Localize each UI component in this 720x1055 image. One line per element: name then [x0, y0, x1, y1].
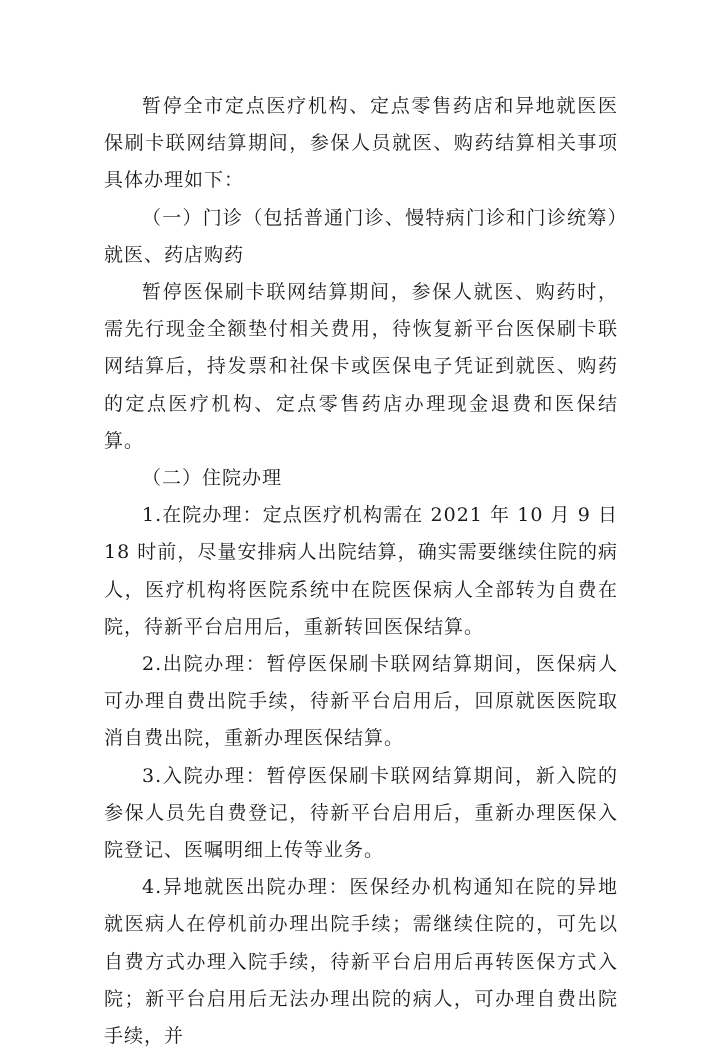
inpatient-item-4: 4.异地就医出院办理：医保经办机构通知在院的异地就医病人在停机前办理出院手续；需继续住院的，可先以自费方式办理入院手续，待新平台启用后再转医保方式入院；新平台启用后无法办理出院的病人，可办理自费出院手续，并	[104, 876, 618, 1048]
inpatient-item-2: 2.出院办理：暂停医保刷卡联网结算期间，医保病人可办理自费出院手续，待新平台启用后，回原就医医院取消自费出院，重新办理医保结算。	[104, 653, 618, 750]
document-body	[104, 88, 618, 1055]
inpatient-item-1: 1.在院办理：定点医疗机构需在 2021 年 10 月 9 日 18 时前，尽量安排病人出院结算，确实需要继续住院的病人，医疗机构将医院系统中在院医保病人全部转为自费在院，待新平台启用后，重新转回医保结算。	[104, 504, 618, 638]
section-heading-outpatient: （一）门诊（包括普通门诊、慢特病门诊和门诊统筹）就医、药店购药	[104, 206, 618, 266]
inpatient-item-3: 3.入院办理：暂停医保刷卡联网结算期间，新入院的参保人员先自费登记，待新平台启用后，重新办理医保入院登记、医嘱明细上传等业务。	[104, 764, 618, 862]
outpatient-paragraph: 暂停医保刷卡联网结算期间，参保人就医、购药时，需先行现金全额垫付相关费用，待恢复新平台医保刷卡联网结算后，持发票和社保卡或医保电子凭证到就医、购药的定点医疗机构、定点零售药店办理现金退费和医保结算。	[104, 281, 618, 452]
intro-paragraph: 暂停全市定点医疗机构、定点零售药店和异地就医医保刷卡联网结算期间，参保人员就医、购药结算相关事项具体办理如下：	[104, 95, 618, 192]
section-heading-inpatient: （二）住院办理	[142, 467, 283, 490]
